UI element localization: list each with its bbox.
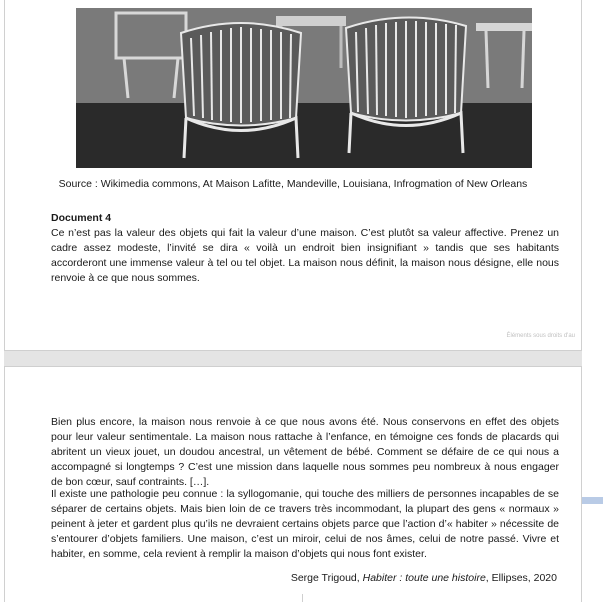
- attribution-title: Habiter : toute une histoire: [362, 572, 486, 584]
- paragraph-3: Il existe une pathologie peu connue : la syllogomanie, qui touche des milliers de personnes incapables de se séparer de certains objets. Mais bien loin de ce travers très incommodant, la plupart des gens « normaux » peinent à jeter et gardent plus qu’ils ne devraient certains objets parce que l’action d’« habiter » nécessite de s’entourer d’objets familiers. Une maison, c’est un miroir, celui de nos âmes, celui de notre passé. Vivre et habiter, en somme, cela revient à remplir la maison d’objets qui nous font exister.: [51, 488, 559, 560]
- scrollbar-thumb[interactable]: [582, 497, 603, 504]
- paragraph-1: Ce n’est pas la valeur des objets qui fait la valeur d’une maison. C’est plutôt sa valeur affective. Prenez un cadre assez modeste, l’invité se dira « voilà un endroit bien insignifiant » tandis que ses habitants accorderont une immense valeur à tel ou tel objet. La maison nous définit, la maison nous désigne, elle nous renvoie à ce que nous sommes.: [51, 227, 559, 284]
- paragraph-2: Bien plus encore, la maison nous renvoie à ce que nous avons été. Nous conservons en effet des objets pour leur valeur sentimentale. La maison nous rattache à l’enfance, en témoigne ces fonds de placards qui abritent un vieux jouet, un doudou ancestral, un vêtement de bébé. Comment se défaire de ce qui nous a accompagné si longtemps ? C’est une mission dans laquelle nous sommes peu nombreux à nous engager de bon cœur, sauf contraints. […].: [51, 416, 559, 488]
- document-heading: Document 4: [51, 212, 112, 224]
- copyright-footer-note: Éléments sous droits d'au: [506, 333, 575, 339]
- image-caption: Source : Wikimedia commons, At Maison Lafitte, Mandeville, Louisiana, Infrogmation of New Orleans: [58, 178, 528, 190]
- document-page-1: [4, 0, 582, 351]
- page-gap: [4, 351, 582, 366]
- document-page-2: [4, 366, 582, 602]
- attribution-publisher: , Ellipses, 2020: [485, 572, 557, 584]
- source-attribution: [291, 572, 557, 584]
- page-divider: [302, 594, 303, 602]
- attribution-author: Serge Trigoud,: [290, 572, 360, 584]
- photo-chairs: [76, 8, 532, 168]
